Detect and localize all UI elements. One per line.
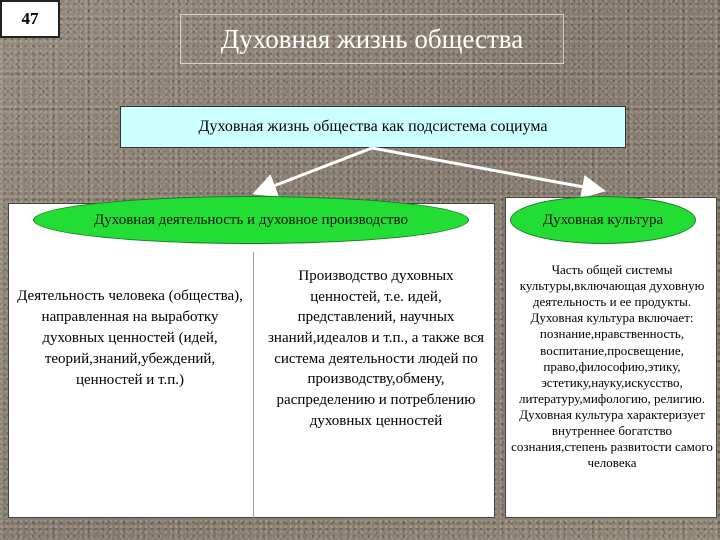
- root-node: Духовная жизнь общества как подсистема социума: [120, 106, 626, 148]
- slide-number: 47: [0, 0, 60, 38]
- page-title: Духовная жизнь общества: [180, 14, 564, 64]
- arrow-left: [258, 148, 372, 192]
- activity-description: Деятельность человека (общества), направленная на выработку духовных ценностей (идей, теорий,знаний,убеждений, ценностей и т.п.): [17, 288, 243, 388]
- spiritual-culture-node: Духовная культура: [510, 196, 696, 244]
- activity-production-node: Духовная деятельность и духовное производство: [33, 196, 469, 244]
- column-divider: [253, 252, 254, 518]
- culture-description: Часть общей системы культуры,включающая духовную деятельность и ее продукты. Духовная культура включает: познание,нравственность, воспитание,просвещение, право,философию,этику, эстетику,науку,искусство, литературу,мифологию, религию. Духовная культура характеризует внутреннее богатство сознания,степень развитости самого человека: [511, 262, 713, 471]
- arrow-right: [372, 148, 600, 190]
- production-description: Производство духовных ценностей, т.е. идей, представлений, научных знаний,идеалов и т.п., а также вся система деятельности людей по производству,обмену, распределению и потреблению духовных ценностей: [268, 268, 484, 429]
